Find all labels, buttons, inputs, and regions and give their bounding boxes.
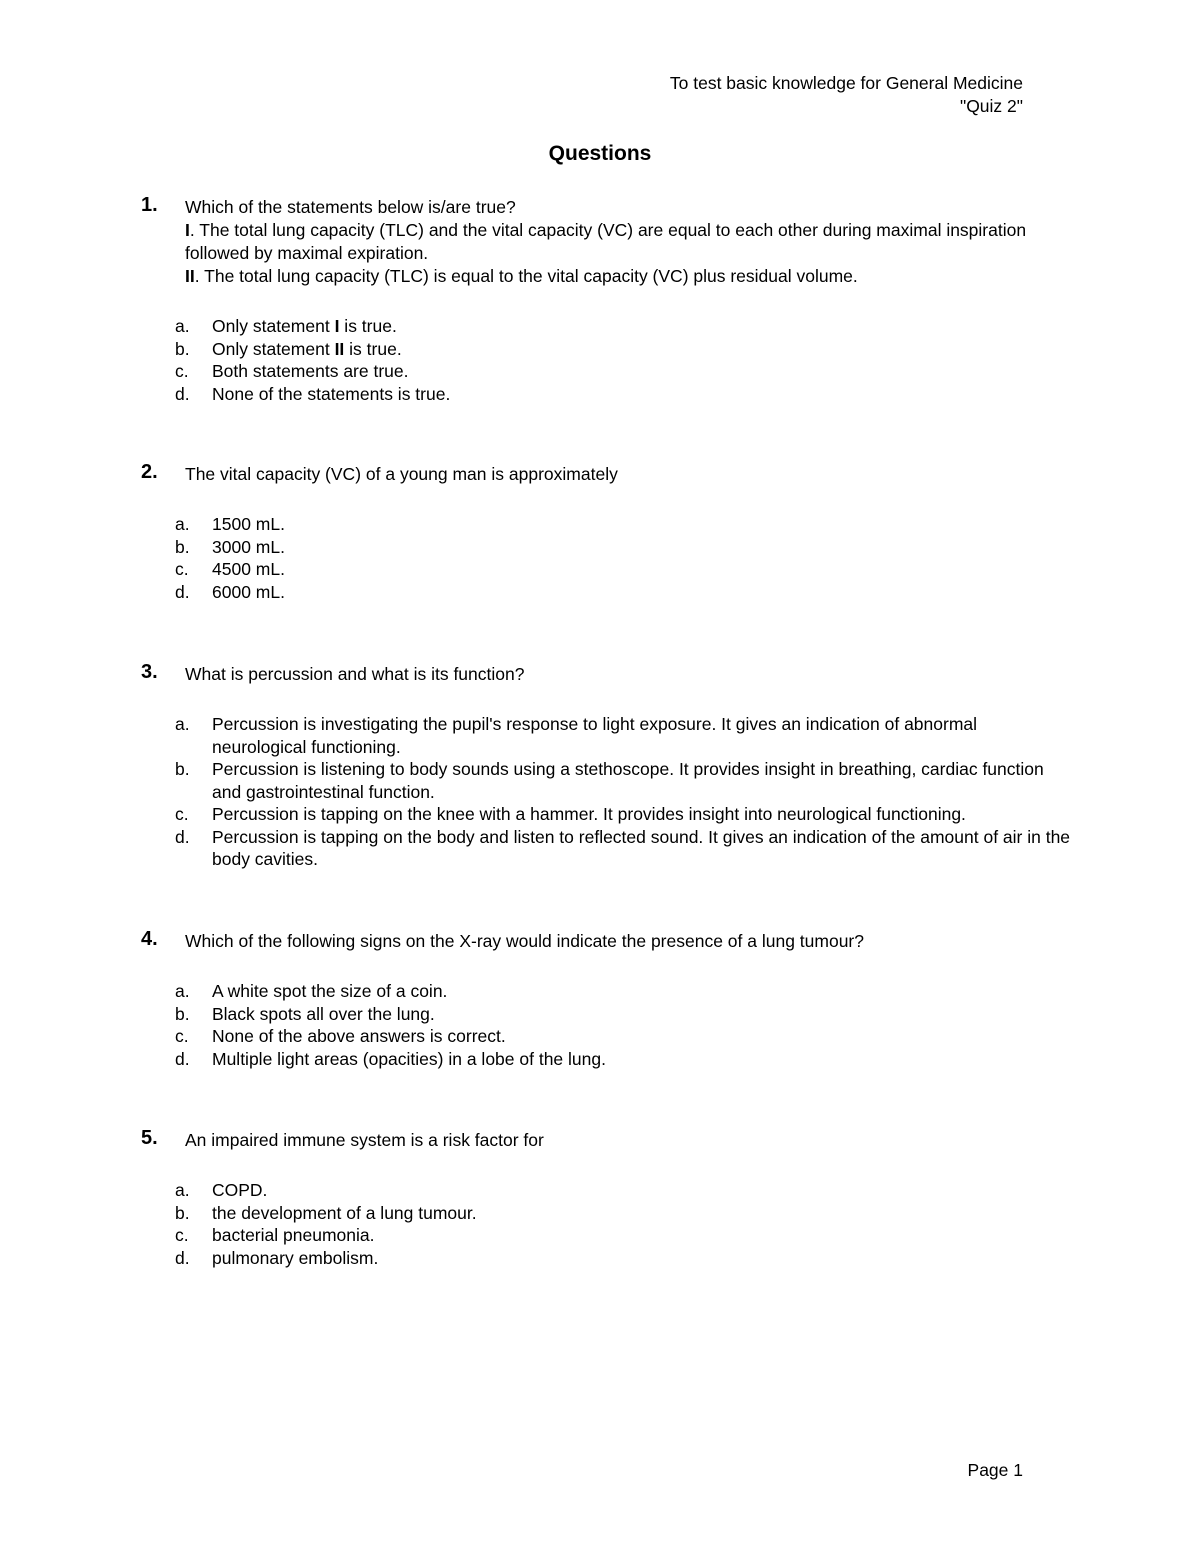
option-letter: b. — [175, 536, 190, 557]
question-2-head — [141, 463, 1071, 486]
question-text: An impaired immune system is a risk factor for — [185, 1130, 544, 1150]
option-letter: d. — [175, 383, 190, 404]
option-letter: b. — [175, 759, 190, 779]
option-letter: a. — [175, 1180, 190, 1200]
question-text: The vital capacity (VC) of a young man is approximately — [185, 464, 618, 484]
option-text: bacterial pneumonia. — [212, 1225, 375, 1245]
option-letter: c. — [175, 559, 189, 579]
answer-options — [141, 713, 1071, 871]
option-c — [141, 1025, 1071, 1048]
question-number: 4. — [141, 928, 158, 950]
option-mark: I — [334, 316, 340, 336]
option-letter: d. — [175, 1048, 190, 1069]
option-a — [141, 315, 1071, 338]
header-quiz-label: "Quiz 2" — [959, 96, 1023, 116]
option-letter: d. — [175, 826, 190, 847]
question-5-head — [141, 1129, 1071, 1152]
question-3-head — [141, 663, 1071, 686]
option-letter: c. — [175, 804, 189, 824]
question-text: Which of the following signs on the X-ray would indicate the presence of a lung tumour? — [185, 931, 864, 951]
answer-options — [141, 315, 1071, 405]
page-number: Page 1 — [967, 1460, 1023, 1480]
question-number: 1. — [141, 194, 158, 216]
option-text: Only statement — [212, 316, 335, 336]
statement-text: . The total lung capacity (TLC) and the vital capacity (VC) are equal to each other during maximal inspiration followed by maximal expiration. — [185, 220, 1027, 263]
option-letter: b. — [175, 1202, 190, 1223]
statement-text: . The total lung capacity (TLC) is equal to the vital capacity (VC) plus residual volume. — [194, 266, 858, 286]
statement-1 — [185, 219, 1071, 265]
option-text: Percussion is tapping on the knee with a hammer. It provides insight into neurological functioning. — [212, 804, 966, 824]
answer-options — [141, 980, 1071, 1070]
option-a — [141, 713, 1071, 758]
question-text — [185, 196, 1071, 288]
question-number: 2. — [141, 461, 158, 483]
option-text-end: is true. — [339, 316, 397, 336]
option-text: Percussion is listening to body sounds using a stethoscope. It provides insight in breathing, cardiac function and gastrointestinal function. — [212, 759, 1044, 802]
statement-2 — [185, 265, 1071, 288]
option-letter: d. — [175, 1247, 190, 1268]
option-d — [141, 1247, 1071, 1270]
option-text: pulmonary embolism. — [212, 1247, 379, 1268]
option-text: None of the above answers is correct. — [212, 1026, 506, 1046]
option-text: Only statement — [212, 338, 335, 359]
option-mark: II — [334, 338, 345, 359]
statement-mark: I — [185, 220, 190, 240]
question-prompt: Which of the statements below is/are true? — [185, 197, 516, 217]
option-text: None of the statements is true. — [212, 383, 451, 404]
option-b — [141, 1003, 1071, 1026]
option-c — [141, 360, 1071, 383]
option-letter: b. — [175, 338, 190, 359]
option-b — [141, 1202, 1071, 1225]
question-text: What is percussion and what is its function? — [185, 664, 525, 684]
option-text: Both statements are true. — [212, 361, 409, 381]
question-number: 3. — [141, 661, 158, 683]
question-number: 5. — [141, 1127, 158, 1149]
page-header — [670, 72, 1023, 118]
option-letter: a. — [175, 514, 190, 534]
option-d — [141, 1048, 1071, 1071]
option-text: Percussion is tapping on the body and listen to reflected sound. It gives an indication of the amount of air in the body cavities. — [212, 826, 1071, 869]
option-letter: c. — [175, 1026, 189, 1046]
page-title: Questions — [548, 142, 652, 165]
option-text: Percussion is investigating the pupil's response to light exposure. It gives an indication of abnormal neurological functioning. — [212, 714, 978, 757]
option-text: 4500 mL. — [212, 559, 285, 579]
option-letter: c. — [175, 1225, 189, 1245]
option-letter: a. — [175, 981, 190, 1001]
option-text: 6000 mL. — [212, 581, 285, 602]
option-a — [141, 980, 1071, 1003]
option-text: A white spot the size of a coin. — [212, 981, 448, 1001]
option-letter: b. — [175, 1003, 190, 1024]
option-text: 3000 mL. — [212, 536, 285, 557]
option-b — [141, 758, 1071, 803]
option-letter: c. — [175, 361, 189, 381]
option-c — [141, 1224, 1071, 1247]
option-text: Multiple light areas (opacities) in a lobe of the lung. — [212, 1048, 606, 1069]
option-c — [141, 558, 1071, 581]
option-d — [141, 383, 1071, 406]
option-text: Black spots all over the lung. — [212, 1003, 435, 1024]
option-letter: a. — [175, 316, 190, 336]
option-text: the development of a lung tumour. — [212, 1202, 477, 1223]
option-letter: d. — [175, 581, 190, 602]
option-letter: a. — [175, 714, 190, 734]
question-1 — [141, 196, 1071, 405]
header-subtitle: To test basic knowledge for General Medicine — [669, 73, 1023, 93]
question-4 — [141, 930, 1071, 1070]
option-a — [141, 513, 1071, 536]
answer-options — [141, 1179, 1071, 1269]
option-text: 1500 mL. — [212, 514, 285, 534]
option-b — [141, 536, 1071, 559]
question-5 — [141, 1129, 1071, 1269]
statement-mark: II — [185, 266, 195, 286]
option-a — [141, 1179, 1071, 1202]
option-d — [141, 581, 1071, 604]
question-2 — [141, 463, 1071, 603]
answer-options — [141, 513, 1071, 603]
option-d — [141, 826, 1071, 871]
question-3 — [141, 663, 1071, 871]
option-c — [141, 803, 1071, 826]
option-text: COPD. — [212, 1180, 268, 1200]
option-text-end: is true. — [344, 338, 402, 359]
option-b — [141, 338, 1071, 361]
question-4-head — [141, 930, 1071, 953]
question-1-head — [141, 196, 1071, 288]
